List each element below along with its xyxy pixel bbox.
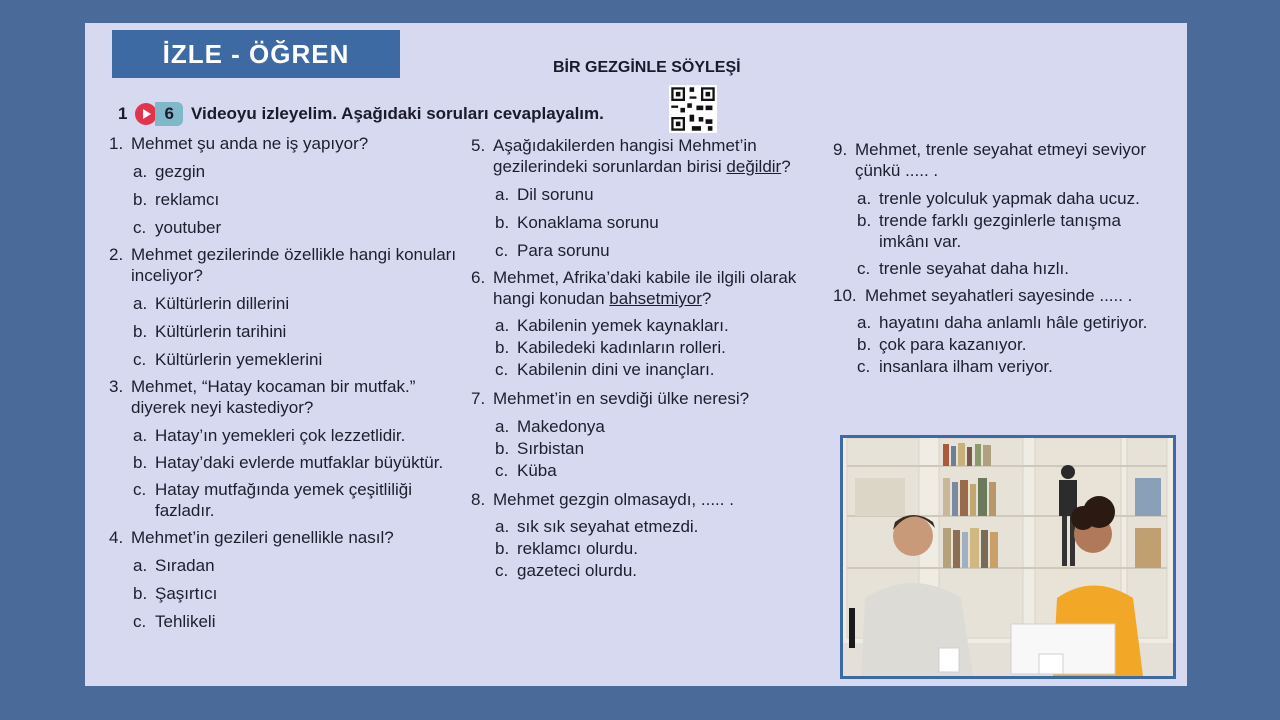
option-text: Konaklama sorunu — [517, 213, 659, 232]
option-c — [471, 460, 831, 481]
option-text: Kabiledeki kadınların rolleri. — [517, 338, 726, 357]
question-text: Mehmet şu anda ne iş yapıyor? — [131, 134, 369, 153]
question-6 — [471, 267, 831, 309]
section-banner: İZLE - ÖĞREN — [112, 30, 400, 78]
question-text: Mehmet, “Hatay kocaman bir mutfak.” diyerek neyi kastediyor? — [131, 377, 416, 417]
option-text: gezgin — [155, 162, 206, 181]
option-text: trende farklı gezginlerle tanışma imkânı var. — [879, 211, 1121, 251]
option-b — [471, 212, 831, 233]
page-title: BİR GEZGİNLE SÖYLEŞİ — [553, 59, 741, 76]
option-label: c. — [133, 218, 147, 237]
option-a — [109, 293, 459, 314]
option-text: insanlara ilham veriyor. — [879, 357, 1053, 376]
option-label: b. — [133, 584, 148, 603]
option-label: a. — [857, 313, 872, 332]
instruction-text: Videoyu izleyelim. Aşağıdaki soruları cevaplayalım. — [190, 104, 604, 123]
question-number: 2. — [109, 245, 124, 264]
option-label: a. — [133, 294, 148, 313]
question-text: Mehmet, trenle seyahat etmeyi seviyor çünkü ..... . — [855, 140, 1147, 180]
option-label: a. — [495, 417, 510, 436]
question-number: 1. — [109, 134, 124, 153]
option-text: Makedonya — [517, 417, 605, 436]
option-a — [471, 184, 831, 205]
option-label: c. — [857, 357, 871, 376]
option-c — [833, 356, 1173, 377]
question-3 — [109, 376, 459, 418]
video-scene-image — [843, 438, 1173, 676]
option-text: Kültürlerin tarihini — [155, 322, 287, 341]
option-label: a. — [495, 316, 510, 335]
option-c — [109, 349, 459, 370]
question-8 — [471, 489, 831, 510]
option-c — [471, 240, 831, 261]
question-2 — [109, 244, 459, 286]
play-icon[interactable] — [135, 103, 157, 125]
option-label: c. — [495, 461, 509, 480]
option-b — [471, 538, 831, 559]
option-label: b. — [133, 453, 148, 472]
worksheet-page — [85, 23, 1187, 686]
question-number: 10. — [833, 286, 857, 305]
question-text: Mehmet, Afrika’daki kabile ile ilgili olarak hangi konudan — [493, 268, 797, 308]
question-text: Aşağıdakilerden hangisi Mehmet’in gezilerindeki sorunlardan birisi — [493, 136, 757, 176]
option-text: Hatay’daki evlerde mutfaklar büyüktür. — [155, 453, 444, 472]
option-b — [109, 189, 459, 210]
option-text: Sırbistan — [517, 439, 585, 458]
option-text: trenle yolculuk yapmak daha ucuz. — [879, 189, 1140, 208]
question-text: Mehmet gezilerinde özellikle hangi konuları inceliyor? — [131, 245, 457, 285]
option-label: a. — [495, 517, 510, 536]
question-1 — [109, 133, 459, 154]
question-text: Mehmet’in en sevdiği ülke neresi? — [493, 389, 750, 408]
option-b — [833, 334, 1173, 355]
option-text: Kabilenin dini ve inançları. — [517, 360, 715, 379]
option-text: Şaşırtıcı — [155, 584, 218, 603]
qr-code-icon[interactable] — [669, 85, 717, 133]
option-b — [833, 210, 1173, 252]
questions-column-3 — [833, 139, 1173, 377]
option-text: Küba — [517, 461, 557, 480]
question-number: 7. — [471, 389, 486, 408]
question-number: 8. — [471, 490, 486, 509]
question-4 — [109, 527, 459, 548]
option-a — [471, 315, 831, 336]
option-text: çok para kazanıyor. — [879, 335, 1027, 354]
question-5 — [471, 135, 831, 177]
option-text: Dil sorunu — [517, 185, 594, 204]
option-label: a. — [495, 185, 510, 204]
question-emphasis: bahsetmiyor — [609, 289, 702, 308]
option-label: c. — [133, 480, 147, 499]
option-text: Kültürlerin yemeklerini — [155, 350, 323, 369]
option-label: c. — [133, 350, 147, 369]
question-number: 3. — [109, 377, 124, 396]
option-b — [109, 321, 459, 342]
option-a — [109, 555, 459, 576]
option-label: c. — [495, 561, 509, 580]
question-emphasis: değildir — [726, 157, 782, 176]
question-text-end: ? — [701, 289, 712, 308]
option-label: c. — [857, 259, 871, 278]
question-10 — [833, 285, 1173, 306]
option-text: Kabilenin yemek kaynakları. — [517, 316, 729, 335]
exercise-number: 1 — [118, 104, 128, 123]
option-b — [109, 583, 459, 604]
questions-column-1 — [109, 133, 459, 632]
option-label: b. — [133, 322, 148, 341]
question-7 — [471, 388, 831, 409]
option-label: b. — [857, 335, 872, 354]
option-a — [833, 312, 1173, 333]
option-label: b. — [133, 190, 148, 209]
option-label: a. — [133, 556, 148, 575]
question-number: 5. — [471, 136, 486, 155]
option-text: hayatını daha anlamlı hâle getiriyor. — [879, 313, 1148, 332]
option-text: gazeteci olurdu. — [517, 561, 638, 580]
option-label: b. — [495, 439, 510, 458]
option-c — [109, 611, 459, 632]
option-c — [471, 359, 831, 380]
option-text: sık sık seyahat etmezdi. — [517, 517, 699, 536]
option-b — [471, 337, 831, 358]
option-text: Hatay’ın yemekleri çok lezzetlidir. — [155, 426, 406, 445]
option-label: b. — [495, 213, 510, 232]
question-text: Mehmet gezgin olmasaydı, ..... . — [493, 490, 734, 509]
option-a — [833, 188, 1173, 209]
instruction-row — [118, 99, 604, 129]
option-text: trenle seyahat daha hızlı. — [879, 259, 1069, 278]
option-label: a. — [857, 189, 872, 208]
option-label: b. — [495, 539, 510, 558]
option-label: c. — [495, 241, 509, 260]
option-label: c. — [133, 612, 147, 631]
option-text: Tehlikeli — [155, 612, 216, 631]
question-text: Mehmet’in gezileri genellikle nasıl? — [131, 528, 394, 547]
option-label: a. — [133, 162, 148, 181]
option-text: youtuber — [155, 218, 222, 237]
option-text: Para sorunu — [517, 241, 610, 260]
option-b — [109, 452, 459, 473]
question-number: 9. — [833, 140, 848, 159]
option-a — [471, 416, 831, 437]
option-label: c. — [495, 360, 509, 379]
option-c — [109, 479, 459, 521]
option-b — [471, 438, 831, 459]
option-text: reklamcı olurdu. — [517, 539, 638, 558]
questions-column-2 — [471, 135, 831, 581]
option-c — [833, 258, 1173, 279]
video-thumbnail[interactable] — [840, 435, 1176, 679]
option-label: b. — [495, 338, 510, 357]
option-text: Kültürlerin dillerini — [155, 294, 290, 313]
option-text: reklamcı — [155, 190, 220, 209]
option-a — [471, 516, 831, 537]
question-9 — [833, 139, 1173, 181]
option-text: Hatay mutfağında yemek çeşitliliği fazladır. — [155, 480, 413, 520]
question-text-end: ? — [781, 157, 791, 176]
question-number: 6. — [471, 268, 486, 287]
option-c — [109, 217, 459, 238]
option-label: a. — [133, 426, 148, 445]
option-a — [109, 425, 459, 446]
option-label: b. — [857, 211, 872, 230]
option-c — [471, 560, 831, 581]
question-text: Mehmet seyahatleri sayesinde ..... . — [865, 286, 1133, 305]
option-a — [109, 161, 459, 182]
track-number: 6 — [155, 102, 182, 126]
option-text: Sıradan — [155, 556, 215, 575]
question-number: 4. — [109, 528, 124, 547]
